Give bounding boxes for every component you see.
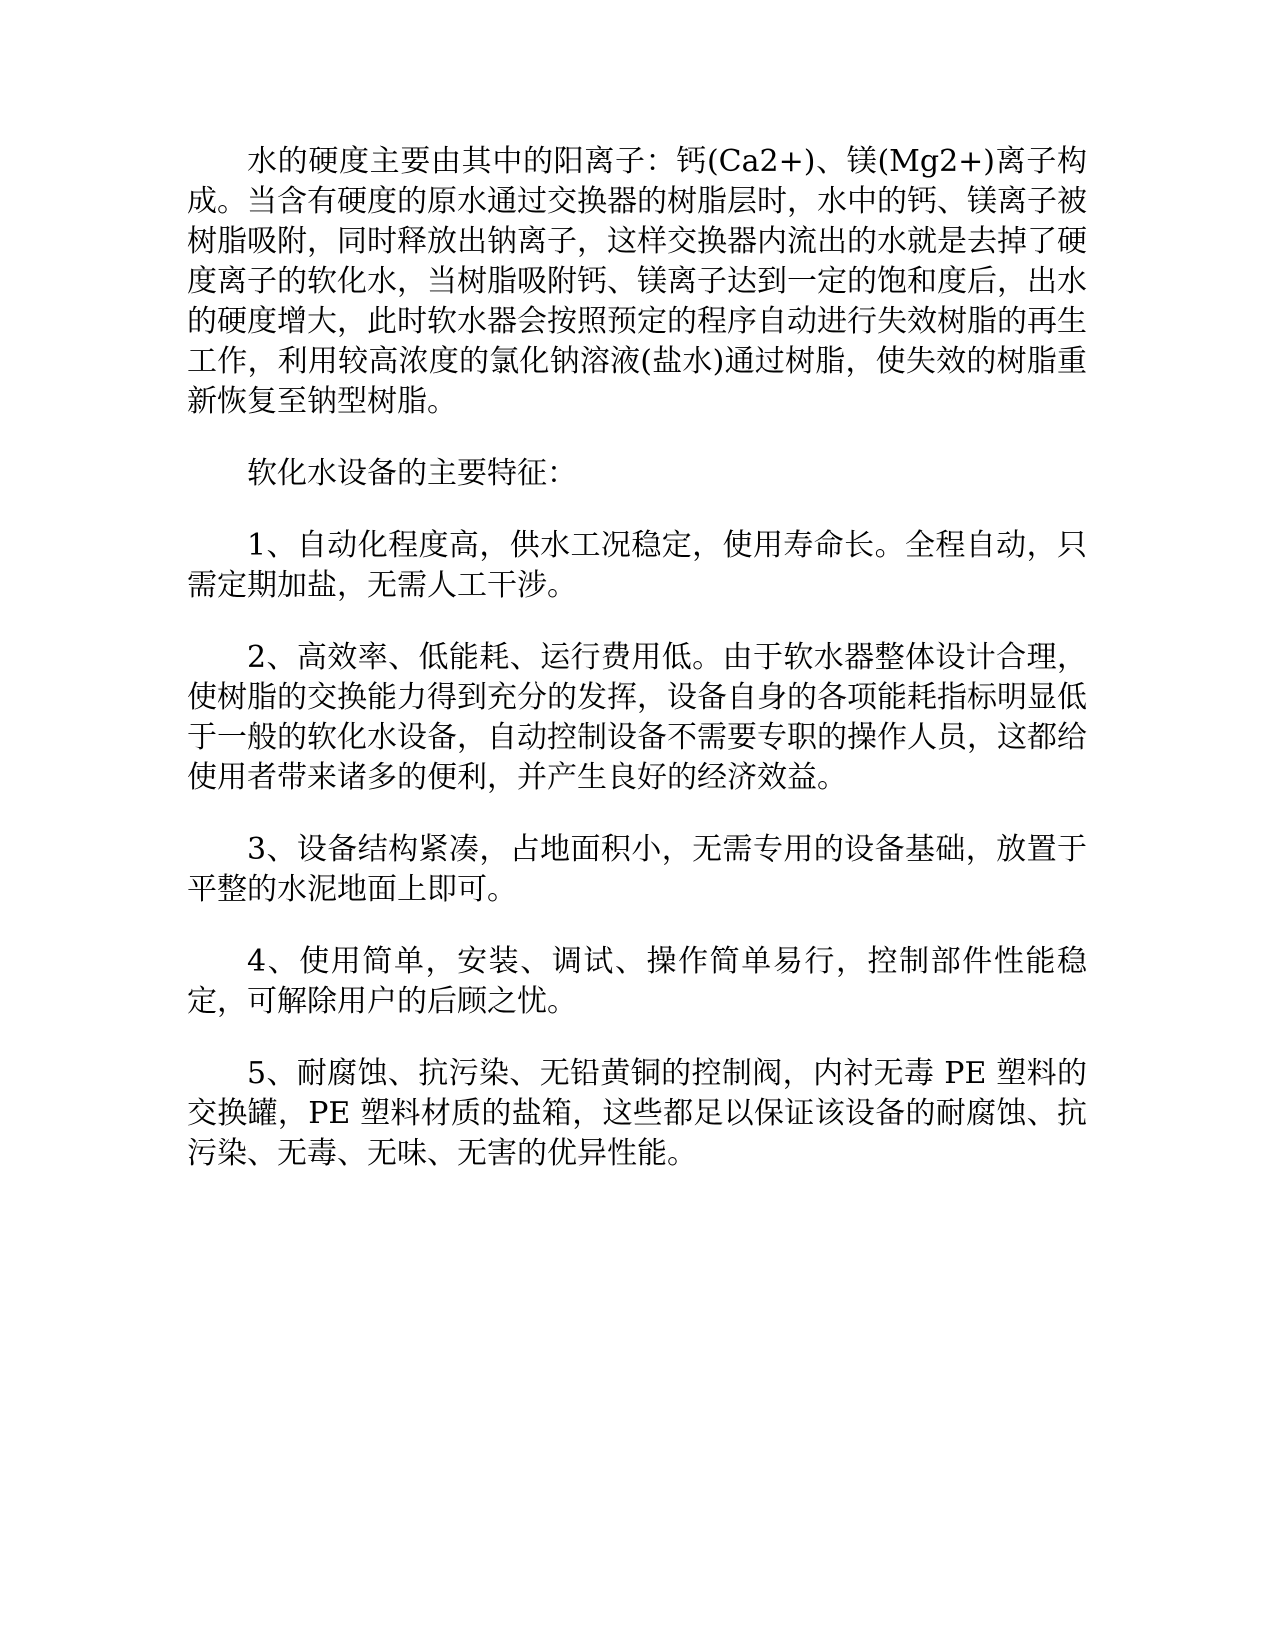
paragraph-intro: 水的硬度主要由其中的阳离子：钙(Ca2+)、镁(Mg2+)离子构成。当含有硬度的原水通过交换器的树脂层时，水中的钙、镁离子被树脂吸附，同时释放出钠离子，这样交换器内流出的水就是去掉了硬度离子的软化水，当树脂吸附钙、镁离子达到一定的饱和度后，出水的硬度增大，此时软水器会按照预定的程序自动进行失效树脂的再生工作，利用较高浓度的氯化钠溶液(盐水)通过树脂，使失效的树脂重新恢复至钠型树脂。 [187, 144, 1087, 419]
paragraph-feature-3: 3、设备结构紧凑，占地面积小，无需专用的设备基础，放置于平整的水泥地面上即可。 [187, 832, 1087, 907]
paragraph-feature-5: 5、耐腐蚀、抗污染、无铅黄铜的控制阀，内衬无毒 PE 塑料的交换罐，PE 塑料材质的盐箱，这些都足以保证该设备的耐腐蚀、抗污染、无毒、无味、无害的优异性能。 [187, 1056, 1087, 1171]
paragraph-feature-1: 1、自动化程度高，供水工况稳定，使用寿命长。全程自动，只需定期加盐，无需人工干涉。 [187, 528, 1087, 603]
paragraph-feature-4: 4、使用简单，安装、调试、操作简单易行，控制部件性能稳定，可解除用户的后顾之忧。 [187, 944, 1087, 1019]
paragraph-feature-2: 2、高效率、低能耗、运行费用低。由于软水器整体设计合理，使树脂的交换能力得到充分的发挥，设备自身的各项能耗指标明显低于一般的软化水设备，自动控制设备不需要专职的操作人员，这都给使用者带来诸多的便利，并产生良好的经济效益。 [187, 640, 1087, 795]
document-page [187, 142, 1087, 1206]
paragraph-features-heading: 软化水设备的主要特征： [247, 456, 577, 491]
